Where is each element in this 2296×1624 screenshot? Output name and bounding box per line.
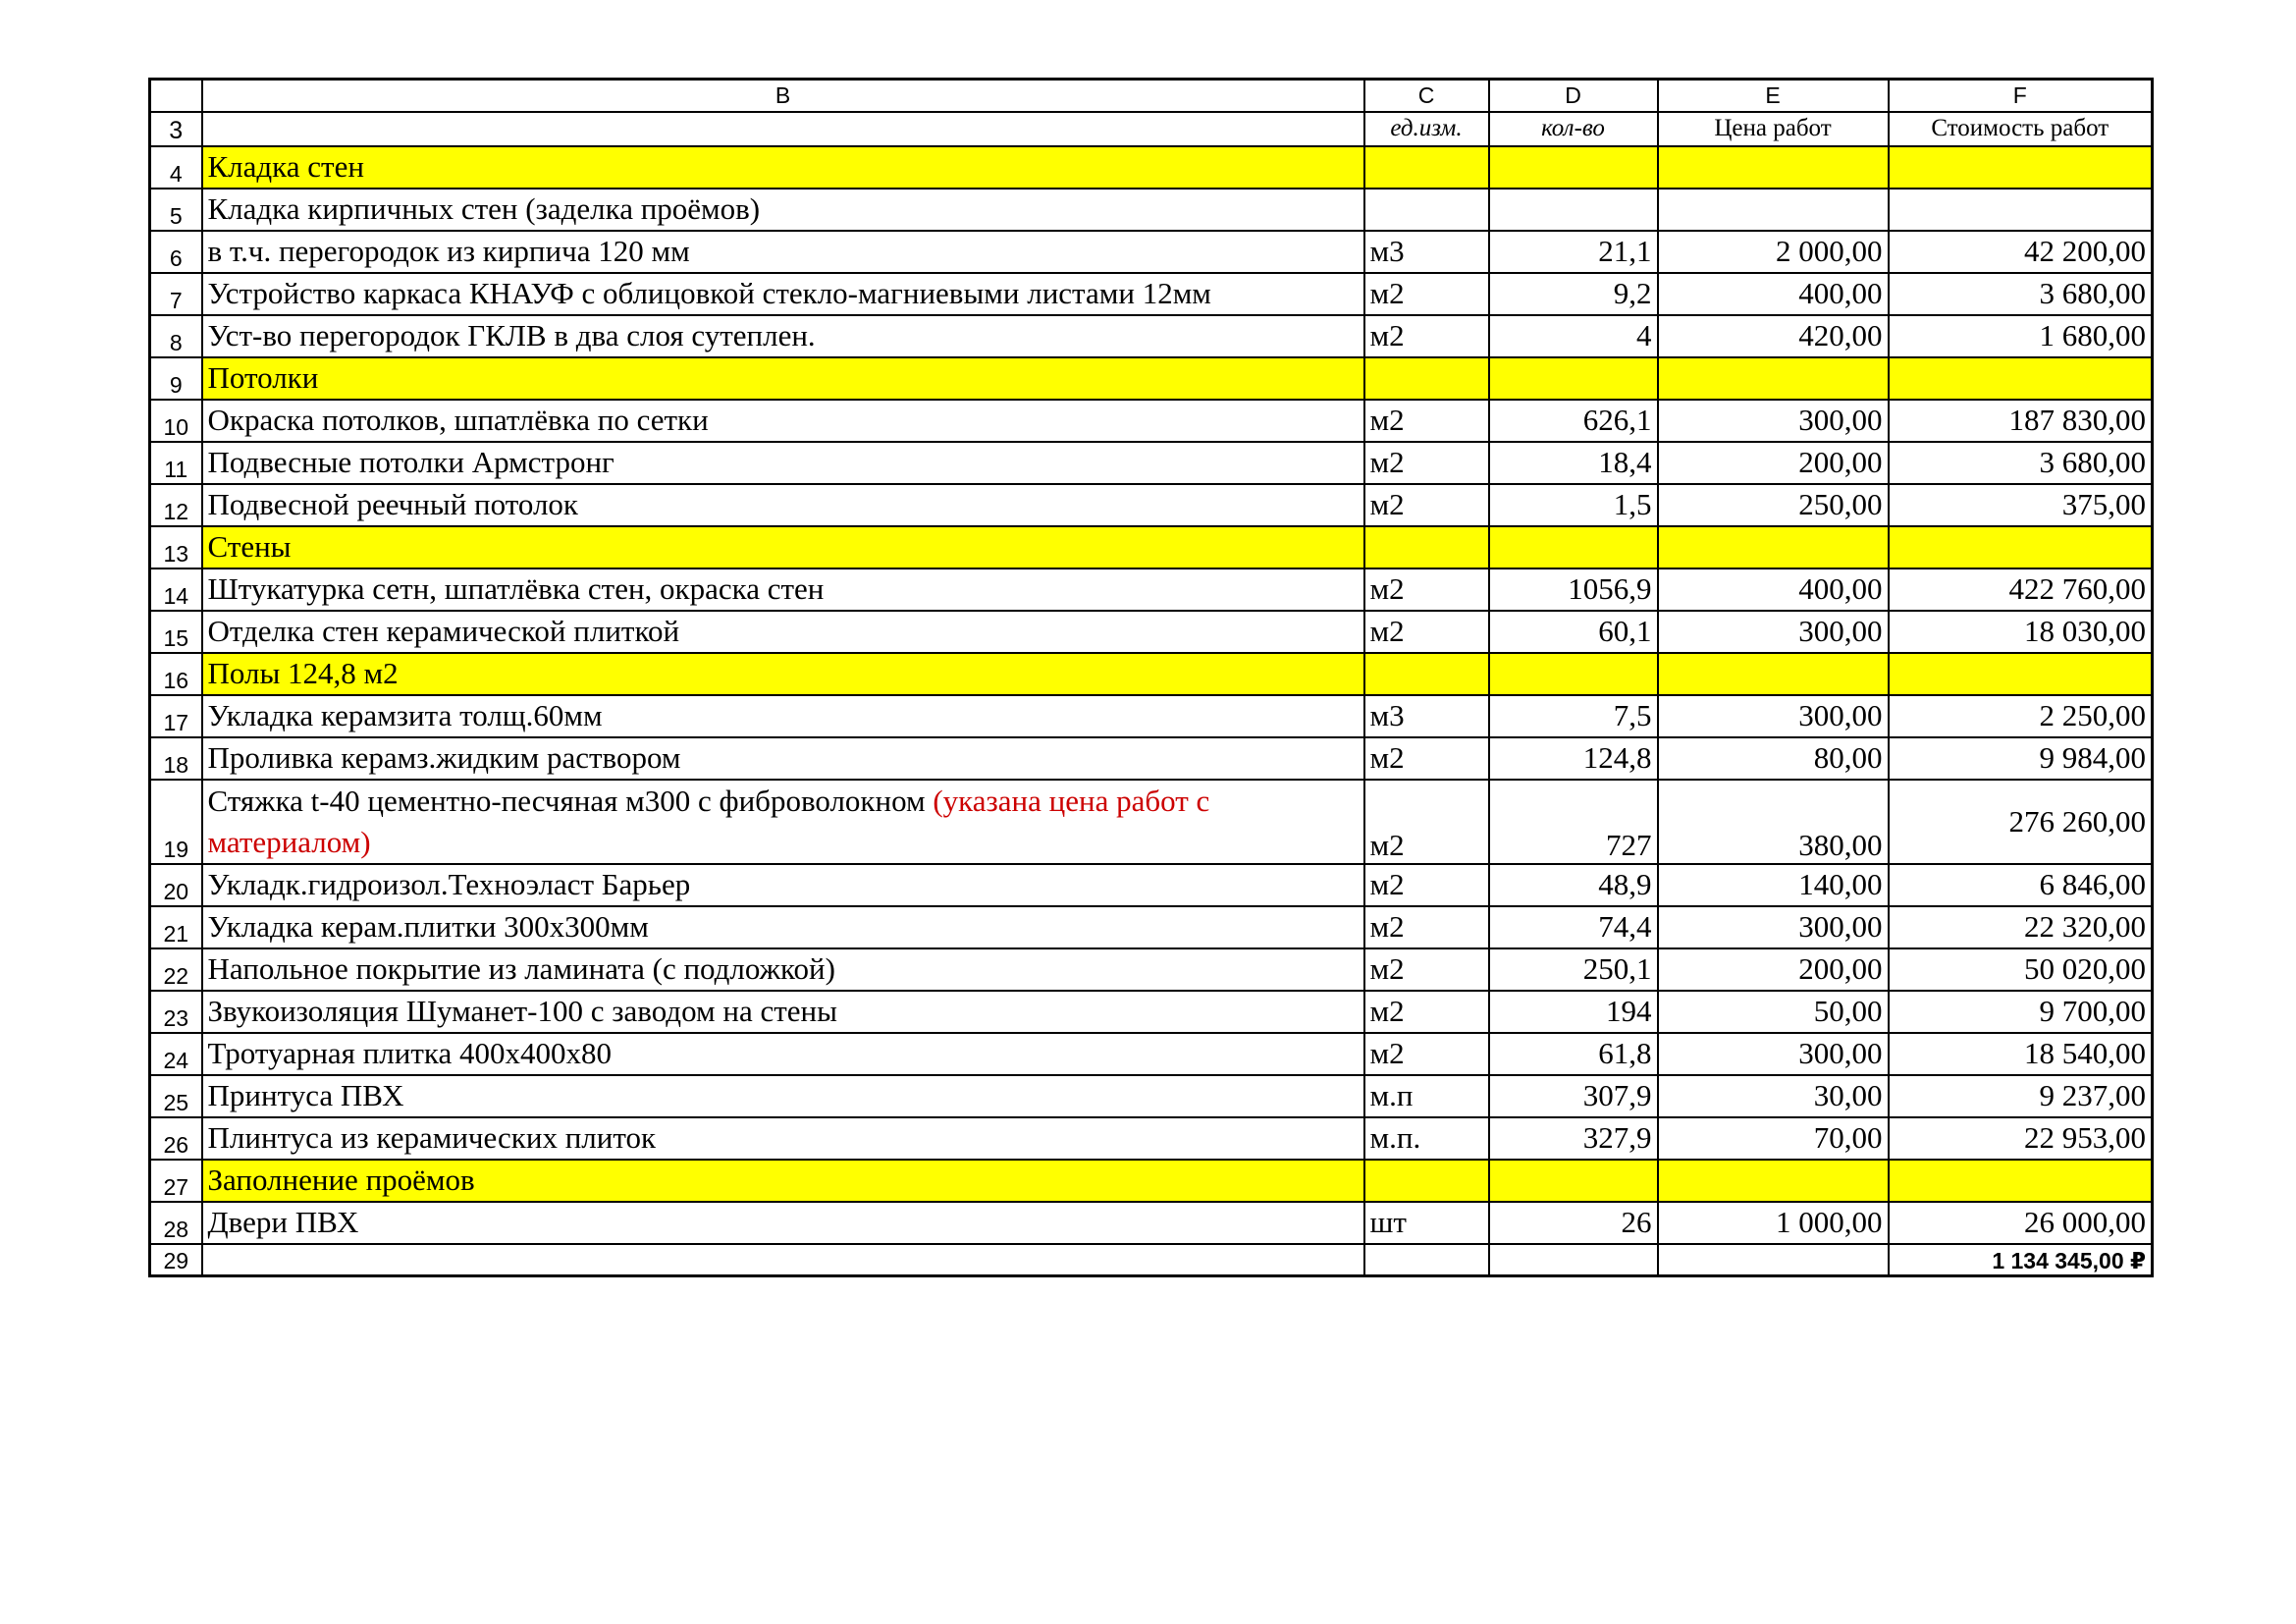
unit-cell[interactable]: м2 (1364, 568, 1489, 611)
table-row (150, 737, 2153, 780)
qty-cell[interactable]: 1,5 (1489, 484, 1658, 526)
unit-cell[interactable] (1364, 189, 1489, 231)
description-cell[interactable]: Плинтуса из керамических плиток (202, 1117, 1364, 1160)
unit-cell[interactable]: м2 (1364, 400, 1489, 442)
unit-cell[interactable]: шт (1364, 1202, 1489, 1244)
unit-cell[interactable]: м2 (1364, 1033, 1489, 1075)
row-number[interactable]: 19 (150, 780, 202, 864)
description-cell[interactable]: в т.ч. перегородок из кирпича 120 мм (202, 231, 1364, 273)
description-cell[interactable]: Уст-во перегородок ГКЛВ в два слоя сутеплен. (202, 315, 1364, 357)
section-title-cell[interactable]: Стены (202, 526, 1364, 568)
row-number[interactable]: 4 (150, 146, 202, 189)
unit-cell[interactable]: м2 (1364, 948, 1489, 991)
description-cell[interactable]: Укладка керамзита толщ.60мм (202, 695, 1364, 737)
row-number[interactable]: 12 (150, 484, 202, 526)
cost-cell[interactable]: 50 020,00 (1889, 948, 2153, 991)
qty-cell[interactable] (1489, 1160, 1658, 1202)
row-number[interactable]: 16 (150, 653, 202, 695)
price-cell[interactable] (1658, 526, 1889, 568)
unit-cell[interactable]: м2 (1364, 864, 1489, 906)
unit-cell[interactable]: м2 (1364, 484, 1489, 526)
qty-cell[interactable]: 18,4 (1489, 442, 1658, 484)
cost-cell[interactable] (1889, 526, 2153, 568)
row-number[interactable]: 23 (150, 991, 202, 1033)
price-cell[interactable]: 250,00 (1658, 484, 1889, 526)
price-header-cell[interactable]: Цена работ (1658, 112, 1889, 146)
cost-cell[interactable]: 9 700,00 (1889, 991, 2153, 1033)
column-header-row (150, 80, 2153, 112)
row-number[interactable]: 27 (150, 1160, 202, 1202)
cost-cell[interactable]: 375,00 (1889, 484, 2153, 526)
price-cell[interactable]: 380,00 (1658, 780, 1889, 864)
cost-cell[interactable] (1889, 357, 2153, 400)
qty-cell[interactable]: 1056,9 (1489, 568, 1658, 611)
unit-cell[interactable] (1364, 1244, 1489, 1276)
price-cell[interactable]: 80,00 (1658, 737, 1889, 780)
price-cell[interactable]: 30,00 (1658, 1075, 1889, 1117)
section-row (150, 146, 2153, 189)
description-cell[interactable]: Устройство каркаса КНАУФ с облицовкой стекло-магниевыми листами 12мм (202, 273, 1364, 315)
table-row (150, 1117, 2153, 1160)
qty-cell[interactable]: 194 (1489, 991, 1658, 1033)
cost-header-cell[interactable]: Стоимость работ (1889, 112, 2153, 146)
cost-cell[interactable]: 3 680,00 (1889, 273, 2153, 315)
description-cell[interactable]: Отделка стен керамической плиткой (202, 611, 1364, 653)
row-number[interactable]: 20 (150, 864, 202, 906)
label-row (150, 112, 2153, 146)
unit-header-cell[interactable]: ед.изм. (1364, 112, 1489, 146)
row-number[interactable]: 14 (150, 568, 202, 611)
cost-cell[interactable] (1889, 653, 2153, 695)
section-row (150, 653, 2153, 695)
row-number[interactable]: 17 (150, 695, 202, 737)
table-row (150, 442, 2153, 484)
description-cell[interactable]: Укладка керам.плитки 300х300мм (202, 906, 1364, 948)
price-cell[interactable]: 70,00 (1658, 1117, 1889, 1160)
unit-cell[interactable]: м3 (1364, 231, 1489, 273)
qty-cell[interactable]: 327,9 (1489, 1117, 1658, 1160)
description-cell[interactable] (202, 780, 1364, 864)
price-cell[interactable] (1658, 1160, 1889, 1202)
table-row (150, 400, 2153, 442)
qty-cell[interactable] (1489, 1244, 1658, 1276)
price-cell[interactable]: 400,00 (1658, 273, 1889, 315)
cost-cell[interactable] (1889, 146, 2153, 189)
price-cell[interactable]: 420,00 (1658, 315, 1889, 357)
table-row (150, 568, 2153, 611)
table-row (150, 1075, 2153, 1117)
table-row (150, 484, 2153, 526)
qty-cell[interactable]: 9,2 (1489, 273, 1658, 315)
qty-cell[interactable]: 307,9 (1489, 1075, 1658, 1117)
qty-cell[interactable]: 626,1 (1489, 400, 1658, 442)
unit-cell[interactable]: м.п (1364, 1075, 1489, 1117)
description-cell[interactable] (202, 1244, 1364, 1276)
unit-cell[interactable]: м2 (1364, 737, 1489, 780)
table-row (150, 991, 2153, 1033)
column-header-b[interactable]: B (202, 80, 1364, 112)
column-header-d[interactable]: D (1489, 80, 1658, 112)
row-number[interactable]: 7 (150, 273, 202, 315)
qty-cell[interactable]: 4 (1489, 315, 1658, 357)
row-number[interactable]: 26 (150, 1117, 202, 1160)
description-cell[interactable]: Подвесные потолки Армстронг (202, 442, 1364, 484)
cost-cell[interactable]: 187 830,00 (1889, 400, 2153, 442)
row-number[interactable]: 9 (150, 357, 202, 400)
cost-cell[interactable]: 1 680,00 (1889, 315, 2153, 357)
price-cell[interactable] (1658, 189, 1889, 231)
section-row (150, 357, 2153, 400)
cost-cell[interactable]: 22 320,00 (1889, 906, 2153, 948)
price-cell[interactable]: 300,00 (1658, 400, 1889, 442)
qty-cell[interactable]: 48,9 (1489, 864, 1658, 906)
grand-total-cell[interactable]: 1 134 345,00 ₽ (1889, 1244, 2153, 1276)
unit-cell[interactable] (1364, 653, 1489, 695)
description-cell[interactable]: Штукатурка сетн, шпатлёвка стен, окраска стен (202, 568, 1364, 611)
price-cell[interactable] (1658, 653, 1889, 695)
description-header-cell[interactable] (202, 112, 1364, 146)
qty-cell[interactable]: 21,1 (1489, 231, 1658, 273)
unit-cell[interactable] (1364, 1160, 1489, 1202)
qty-cell[interactable]: 26 (1489, 1202, 1658, 1244)
section-title-cell[interactable]: Полы 124,8 м2 (202, 653, 1364, 695)
column-header-c[interactable]: C (1364, 80, 1489, 112)
table-row (150, 780, 2153, 864)
description-cell[interactable]: Проливка керамз.жидким раствором (202, 737, 1364, 780)
cost-cell[interactable]: 18 030,00 (1889, 611, 2153, 653)
unit-cell[interactable]: м2 (1364, 273, 1489, 315)
description-cell[interactable]: Кладка кирпичных стен (заделка проёмов) (202, 189, 1364, 231)
unit-cell[interactable]: м2 (1364, 442, 1489, 484)
row-number[interactable]: 22 (150, 948, 202, 991)
table-row (150, 948, 2153, 991)
cost-cell[interactable]: 42 200,00 (1889, 231, 2153, 273)
row-number[interactable]: 5 (150, 189, 202, 231)
description-cell[interactable]: Принтуса ПВХ (202, 1075, 1364, 1117)
table-row (150, 695, 2153, 737)
description-text: Стяжка t-40 цементно-песчяная м300 с фиброволокном (207, 783, 934, 818)
qty-cell[interactable] (1489, 653, 1658, 695)
price-cell[interactable]: 300,00 (1658, 695, 1889, 737)
qty-header-cell[interactable]: кол-во (1489, 112, 1658, 146)
description-cell[interactable]: Укладк.гидроизол.Техноэласт Барьер (202, 864, 1364, 906)
price-cell[interactable]: 1 000,00 (1658, 1202, 1889, 1244)
section-title-cell[interactable]: Потолки (202, 357, 1364, 400)
description-cell[interactable]: Тротуарная плитка 400х400х80 (202, 1033, 1364, 1075)
price-note-text: (указана цена работ с материалом) (207, 783, 1210, 859)
qty-cell[interactable]: 250,1 (1489, 948, 1658, 991)
section-row (150, 526, 2153, 568)
row-number[interactable]: 6 (150, 231, 202, 273)
table-row (150, 611, 2153, 653)
table-row (150, 231, 2153, 273)
unit-cell[interactable] (1364, 357, 1489, 400)
description-cell[interactable]: Окраска потолков, шпатлёвка по сетки (202, 400, 1364, 442)
row-number[interactable]: 8 (150, 315, 202, 357)
price-cell[interactable]: 200,00 (1658, 442, 1889, 484)
table-row (150, 1033, 2153, 1075)
cost-cell[interactable]: 3 680,00 (1889, 442, 2153, 484)
unit-cell[interactable]: м2 (1364, 906, 1489, 948)
spreadsheet-table (148, 78, 2154, 1277)
table-row (150, 864, 2153, 906)
price-cell[interactable]: 300,00 (1658, 906, 1889, 948)
price-cell[interactable]: 300,00 (1658, 1033, 1889, 1075)
cost-cell[interactable]: 18 540,00 (1889, 1033, 2153, 1075)
unit-cell[interactable] (1364, 146, 1489, 189)
row-number[interactable]: 29 (150, 1244, 202, 1276)
row-number[interactable]: 15 (150, 611, 202, 653)
price-cell[interactable] (1658, 1244, 1889, 1276)
qty-cell[interactable]: 74,4 (1489, 906, 1658, 948)
unit-cell[interactable]: м2 (1364, 991, 1489, 1033)
cost-cell[interactable]: 9 984,00 (1889, 737, 2153, 780)
table-row (150, 273, 2153, 315)
unit-cell[interactable]: м3 (1364, 695, 1489, 737)
cost-cell[interactable]: 6 846,00 (1889, 864, 2153, 906)
table-row (150, 189, 2153, 231)
table-row (150, 315, 2153, 357)
unit-cell[interactable] (1364, 526, 1489, 568)
row-number[interactable]: 21 (150, 906, 202, 948)
cost-cell[interactable]: 26 000,00 (1889, 1202, 2153, 1244)
qty-cell[interactable]: 7,5 (1489, 695, 1658, 737)
price-cell[interactable]: 140,00 (1658, 864, 1889, 906)
qty-cell[interactable] (1489, 357, 1658, 400)
qty-cell[interactable]: 124,8 (1489, 737, 1658, 780)
table-row (150, 1202, 2153, 1244)
column-header-e[interactable]: E (1658, 80, 1889, 112)
description-cell[interactable]: Подвесной реечный потолок (202, 484, 1364, 526)
description-cell[interactable]: Напольное покрытие из ламината (с подложкой) (202, 948, 1364, 991)
cost-cell[interactable]: 276 260,00 (1889, 780, 2153, 864)
row-number[interactable]: 24 (150, 1033, 202, 1075)
row-number[interactable]: 13 (150, 526, 202, 568)
unit-cell[interactable]: м2 (1364, 315, 1489, 357)
qty-cell[interactable] (1489, 189, 1658, 231)
cost-cell[interactable]: 422 760,00 (1889, 568, 2153, 611)
column-header-f[interactable]: F (1889, 80, 2153, 112)
row-number[interactable]: 25 (150, 1075, 202, 1117)
cost-cell[interactable]: 2 250,00 (1889, 695, 2153, 737)
cost-cell[interactable] (1889, 1160, 2153, 1202)
description-cell[interactable]: Звукоизоляция Шуманет-100 с заводом на стены (202, 991, 1364, 1033)
section-title-cell[interactable]: Заполнение проёмов (202, 1160, 1364, 1202)
unit-cell[interactable]: м2 (1364, 780, 1489, 864)
qty-cell[interactable] (1489, 526, 1658, 568)
section-row (150, 1160, 2153, 1202)
row-number[interactable]: 11 (150, 442, 202, 484)
section-title-cell[interactable]: Кладка стен (202, 146, 1364, 189)
row-number[interactable]: 28 (150, 1202, 202, 1244)
qty-cell[interactable]: 61,8 (1489, 1033, 1658, 1075)
cost-cell[interactable]: 22 953,00 (1889, 1117, 2153, 1160)
row-number[interactable]: 3 (150, 112, 202, 146)
qty-cell[interactable] (1489, 146, 1658, 189)
total-row (150, 1244, 2153, 1276)
cost-cell[interactable] (1889, 189, 2153, 231)
price-cell[interactable] (1658, 146, 1889, 189)
select-all-corner[interactable] (150, 80, 202, 112)
price-cell[interactable]: 400,00 (1658, 568, 1889, 611)
price-cell[interactable]: 2 000,00 (1658, 231, 1889, 273)
price-cell[interactable] (1658, 357, 1889, 400)
price-cell[interactable]: 300,00 (1658, 611, 1889, 653)
row-number[interactable]: 18 (150, 737, 202, 780)
qty-cell[interactable]: 60,1 (1489, 611, 1658, 653)
price-cell[interactable]: 200,00 (1658, 948, 1889, 991)
row-number[interactable]: 10 (150, 400, 202, 442)
cost-cell[interactable]: 9 237,00 (1889, 1075, 2153, 1117)
unit-cell[interactable]: м2 (1364, 611, 1489, 653)
description-cell[interactable]: Двери ПВХ (202, 1202, 1364, 1244)
unit-cell[interactable]: м.п. (1364, 1117, 1489, 1160)
qty-cell[interactable]: 727 (1489, 780, 1658, 864)
price-cell[interactable]: 50,00 (1658, 991, 1889, 1033)
table-row (150, 906, 2153, 948)
